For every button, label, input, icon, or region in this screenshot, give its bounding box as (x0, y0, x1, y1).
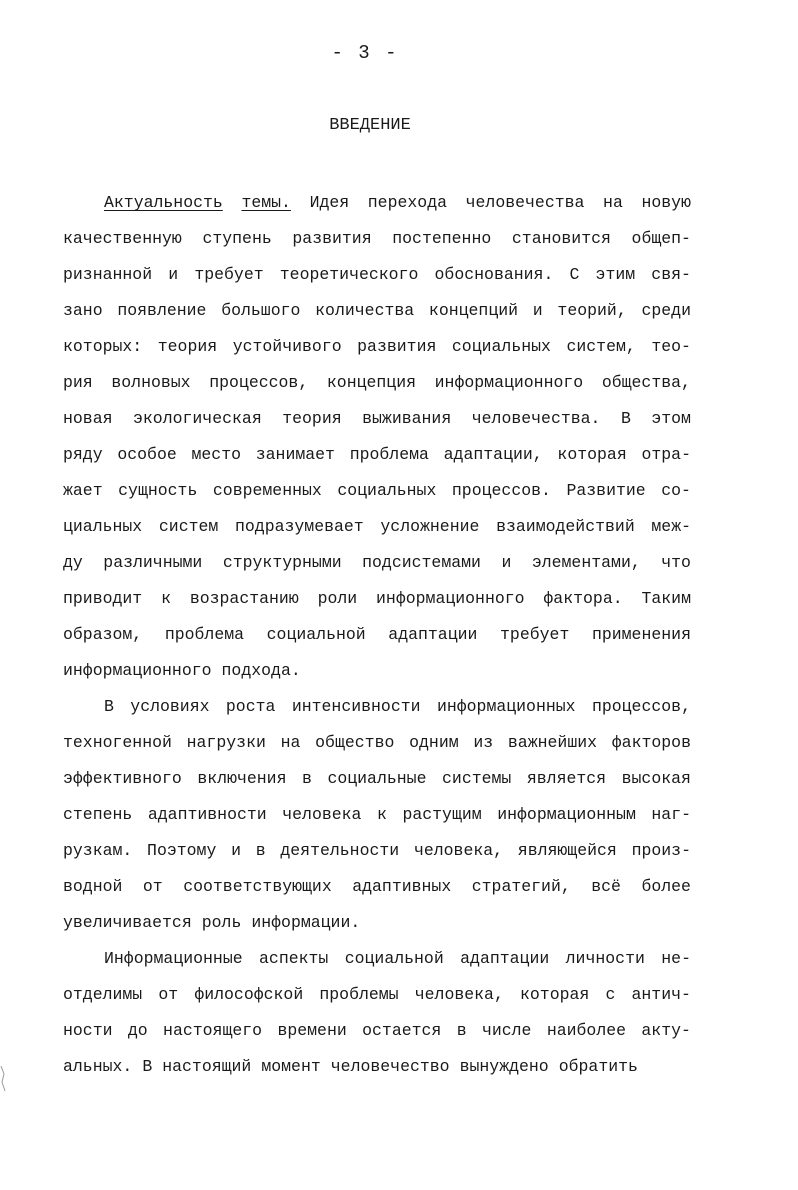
word: приводит (63, 589, 143, 608)
word: теорий, (557, 301, 627, 320)
word: адаптации, (443, 445, 543, 464)
word: человека, (414, 985, 504, 1004)
word: теория (282, 409, 342, 428)
word: и (501, 553, 512, 572)
word: социальных (451, 337, 551, 356)
text-line (63, 401, 691, 437)
word: новую (641, 193, 691, 212)
word: структурными (222, 553, 342, 572)
word: отделимы (63, 985, 143, 1004)
word: более (641, 877, 691, 896)
text-line (63, 617, 691, 653)
word: процессов, (591, 697, 691, 716)
word: стратегий, (471, 877, 571, 896)
word: образом, (63, 625, 143, 644)
text-line (63, 977, 691, 1013)
word: применения (591, 625, 691, 644)
word: обратить (558, 1057, 638, 1076)
word: концепций (428, 301, 519, 320)
word: тео- (651, 337, 691, 356)
word: информации. (251, 913, 361, 932)
word: С (569, 265, 580, 284)
word: информационного (63, 661, 212, 680)
word: соответствующих (183, 877, 332, 896)
word: проблема (349, 445, 429, 464)
word: становится (511, 229, 611, 248)
word: степень (63, 805, 133, 824)
text-line (63, 509, 691, 545)
word: аспекты (259, 949, 329, 968)
word: эффективного (63, 769, 182, 788)
word: наг- (651, 805, 691, 824)
word: появление (117, 301, 207, 320)
word: нагрузки (186, 733, 266, 752)
word: ду (63, 553, 83, 572)
word: к (161, 589, 171, 608)
word: развития (357, 337, 437, 356)
word: Информационные (104, 949, 243, 968)
word: циальных (63, 517, 143, 536)
word: социальные (327, 769, 427, 788)
text-line (63, 653, 691, 689)
word: момент (261, 1057, 321, 1076)
word: вынуждено (459, 1057, 549, 1076)
text-line (63, 221, 691, 257)
text-line (63, 545, 691, 581)
word: систем, (566, 337, 636, 356)
word: настоящего (163, 1021, 263, 1040)
word: Идея (309, 193, 350, 212)
word: произ- (631, 841, 691, 860)
word: наиболее (546, 1021, 627, 1040)
text-line (63, 1013, 691, 1049)
word: процессов, (209, 373, 309, 392)
word: проблема (164, 625, 245, 644)
word: в (302, 769, 312, 788)
word: роли (317, 589, 358, 608)
word: техногенной (63, 733, 172, 752)
word: альных. (63, 1057, 133, 1076)
word: развития (292, 229, 372, 248)
word: теоретического (279, 265, 419, 284)
word: ризнанной (63, 265, 153, 284)
word: этим (595, 265, 636, 284)
word: ступень (202, 229, 272, 248)
word: жает (63, 481, 103, 500)
word: качественную (63, 229, 182, 248)
text-line (63, 761, 691, 797)
text-line (63, 689, 691, 725)
word: волновых (111, 373, 191, 392)
text-line (63, 1049, 691, 1085)
word: с (605, 985, 616, 1004)
word: от (158, 985, 179, 1004)
text-line (63, 365, 691, 401)
word: человека, (413, 841, 504, 860)
word: подразумевает (234, 517, 364, 536)
text-line (63, 293, 691, 329)
word: человечества (465, 193, 585, 212)
word: процессов. (451, 481, 551, 500)
word: проблемы (319, 985, 399, 1004)
word: включения (197, 769, 287, 788)
word: человека (282, 805, 362, 824)
word: которая (557, 445, 627, 464)
word: концепция (326, 373, 417, 392)
word: отра- (641, 445, 691, 464)
word: на (280, 733, 301, 752)
word: увеличивается (63, 913, 192, 932)
word: меж- (651, 517, 691, 536)
word: из (473, 733, 494, 752)
body-text (63, 185, 691, 1085)
text-line (63, 437, 691, 473)
word: информационным (497, 805, 636, 824)
word: которая (520, 985, 590, 1004)
word: требует (500, 625, 570, 644)
word: темы. (241, 193, 291, 212)
word: условиях (130, 697, 210, 716)
word: роль (201, 913, 242, 932)
word: в (255, 841, 266, 860)
word: новая (63, 409, 113, 428)
word: социальной (266, 625, 366, 644)
word: интенсивности (291, 697, 421, 716)
word: устойчивого (232, 337, 342, 356)
word: общество (315, 733, 395, 752)
text-line (63, 941, 691, 977)
text-line (63, 581, 691, 617)
word: возрастанию (189, 589, 299, 608)
word: различными (103, 553, 203, 572)
word: которых: (63, 337, 143, 356)
word: общеп- (631, 229, 691, 248)
word: числе (481, 1021, 532, 1040)
word: этом (651, 409, 691, 428)
word: усложнение (380, 517, 480, 536)
word: свя- (651, 265, 691, 284)
word: человечества. (471, 409, 601, 428)
word: занимает (255, 445, 335, 464)
word: особое (117, 445, 177, 464)
word: большого (221, 301, 301, 320)
text-line (63, 797, 691, 833)
word: информационных (436, 697, 576, 716)
word: антич- (631, 985, 691, 1004)
section-heading: ВВЕДЕНИЕ (329, 116, 411, 135)
word: остается (362, 1021, 442, 1040)
word: информационного (376, 589, 525, 608)
word: адаптивности (147, 805, 267, 824)
text-line (63, 473, 691, 509)
word: личности (565, 949, 645, 968)
word: роста (225, 697, 276, 716)
word: от (142, 877, 163, 896)
word: современных (212, 481, 322, 500)
word: элементами, (531, 553, 641, 572)
word: подхода. (221, 661, 301, 680)
word: всё (591, 877, 621, 896)
word: Таким (641, 589, 691, 608)
word: информационного (434, 373, 584, 392)
word: водной (63, 877, 123, 896)
text-line (63, 833, 691, 869)
word: времени (277, 1021, 347, 1040)
word: Поэтому (147, 841, 217, 860)
word: адаптации (460, 949, 550, 968)
word: В (142, 1057, 153, 1076)
text-line (63, 329, 691, 365)
word: системы (442, 769, 512, 788)
word: и (532, 301, 543, 320)
text-line (63, 905, 691, 941)
word: со- (661, 481, 691, 500)
word: зано (63, 301, 103, 320)
word: обоснования. (434, 265, 554, 284)
word: перехода (367, 193, 447, 212)
word: к (377, 805, 387, 824)
word: акту- (641, 1021, 691, 1040)
word: важнейших (507, 733, 598, 752)
word: социальной (344, 949, 444, 968)
word: растущим (402, 805, 482, 824)
word: до (127, 1021, 148, 1040)
word: В (104, 697, 114, 716)
word: Актуальность (104, 193, 223, 212)
word: выживания (362, 409, 452, 428)
word: что (661, 553, 691, 572)
word: ряду (63, 445, 103, 464)
word: и (168, 265, 179, 284)
word: в (456, 1021, 467, 1040)
word: фактора. (543, 589, 623, 608)
word: факторов (611, 733, 691, 752)
word: Развитие (566, 481, 646, 500)
word: деятельности (280, 841, 400, 860)
word: настоящий (162, 1057, 252, 1076)
word: требует (194, 265, 264, 284)
word: адаптации (388, 625, 478, 644)
text-line (63, 257, 691, 293)
word: подсистемами (362, 553, 481, 572)
page-number: - 3 - (331, 42, 399, 64)
word: систем (158, 517, 219, 536)
text-line (63, 725, 691, 761)
word: на (603, 193, 623, 212)
word: рия (63, 373, 93, 392)
word: философской (194, 985, 304, 1004)
word: В (620, 409, 631, 428)
text-line (63, 185, 691, 221)
word: адаптивных (352, 877, 452, 896)
word: взаимодействий (496, 517, 635, 536)
word: не- (661, 949, 691, 968)
word: постепенно (392, 229, 492, 248)
word: человечество (330, 1057, 450, 1076)
word: теория (157, 337, 218, 356)
word: рузкам. (63, 841, 133, 860)
word: одним (409, 733, 459, 752)
word: среди (641, 301, 691, 320)
word: является (526, 769, 607, 788)
word: количества (315, 301, 415, 320)
margin-scan-mark (0, 1064, 8, 1094)
word: общества, (601, 373, 691, 392)
word: место (191, 445, 242, 464)
word: ности (63, 1021, 113, 1040)
word: экологическая (133, 409, 262, 428)
word: являющейся (517, 841, 617, 860)
word: сущность (118, 481, 198, 500)
word: высокая (621, 769, 691, 788)
text-line (63, 869, 691, 905)
word: и (231, 841, 241, 860)
word: социальных (337, 481, 437, 500)
